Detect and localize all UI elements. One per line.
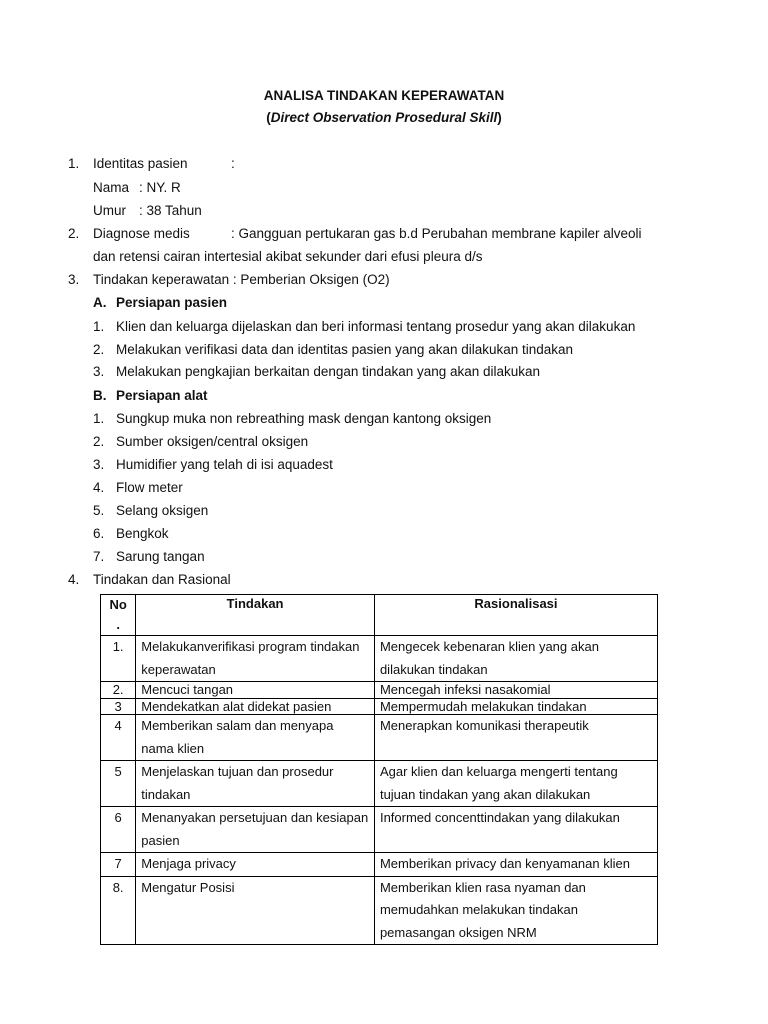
list-number: 3.	[93, 457, 105, 472]
table-header-row	[101, 595, 658, 636]
table-row	[101, 761, 658, 807]
cell-no: 2.	[101, 682, 136, 699]
diagnosis-value-cont: dan retensi cairan intertesial akibat sekunder dari efusi pleura d/s	[93, 249, 483, 264]
item-number: 2.	[68, 226, 80, 241]
list-number: 6.	[93, 526, 105, 541]
cell-tindakan: Memberikan salam dan menyapa nama klien	[136, 715, 375, 761]
list-number: 2.	[93, 342, 105, 357]
list-number: 3.	[93, 364, 105, 379]
list-number: 5.	[93, 503, 105, 518]
cell-rasional: Memberikan klien rasa nyaman dan memudahkan melakukan tindakan pemasangan oksigen NRM	[374, 876, 657, 945]
cell-rasional: Memberikan privacy dan kenyamanan klien	[374, 853, 657, 877]
rational-title: Tindakan dan Rasional	[93, 572, 231, 587]
cell-rasional: Agar klien dan keluarga mengerti tentang tujuan tindakan yang akan dilakukan	[374, 761, 657, 807]
cell-no: 4	[101, 715, 136, 761]
diagnosis-value: : Gangguan pertukaran gas b.d Perubahan membrane kapiler alveoli	[231, 226, 642, 241]
cell-no: 5	[101, 761, 136, 807]
cell-tindakan: Menjelaskan tujuan dan prosedur tindakan	[136, 761, 375, 807]
cell-tindakan: Melakukanverifikasi program tindakan keperawatan	[136, 636, 375, 682]
name-label: Nama	[93, 180, 130, 195]
action-rationale-table	[100, 594, 658, 945]
action-text: Tindakan keperawatan : Pemberian Oksigen (O2)	[93, 272, 390, 287]
list-number: 4.	[93, 480, 105, 495]
identity-colon: :	[231, 156, 235, 171]
list-number: 7.	[93, 549, 105, 564]
item-number: 3.	[68, 272, 80, 287]
list-item: Melakukan verifikasi data dan identitas pasien yang akan dilakukan tindakan	[116, 342, 574, 357]
list-number: 2.	[93, 434, 105, 449]
cell-rasional: Menerapkan komunikasi therapeutik	[374, 715, 657, 761]
cell-no: 6	[101, 807, 136, 853]
list-item: Humidifier yang telah di isi aquadest	[116, 457, 333, 472]
table-row	[101, 715, 658, 761]
table-row	[101, 636, 658, 682]
table-row	[101, 698, 658, 715]
cell-tindakan: Mengatur Posisi	[136, 876, 375, 945]
list-item: Melakukan pengkajian berkaitan dengan tindakan yang akan dilakukan	[116, 364, 541, 379]
table-row	[101, 853, 658, 877]
section-a-title: Persiapan pasien	[116, 295, 228, 310]
cell-no: 1.	[101, 636, 136, 682]
list-item: Sarung tangan	[116, 549, 205, 564]
cell-no: 3	[101, 698, 136, 715]
cell-tindakan: Mencuci tangan	[136, 682, 375, 699]
list-item: Klien dan keluarga dijelaskan dan beri informasi tentang prosedur yang akan dilakukan	[116, 319, 636, 334]
section-a-letter: A.	[93, 295, 107, 310]
section-b-title: Persiapan alat	[116, 388, 208, 403]
item-number: 4.	[68, 572, 80, 587]
header-rasional: Rasionalisasi	[374, 595, 657, 636]
item-number: 1.	[68, 156, 80, 171]
name-value: : NY. R	[139, 180, 181, 195]
list-item: Sungkup muka non rebreathing mask dengan kantong oksigen	[116, 411, 492, 426]
section-b-letter: B.	[93, 388, 107, 403]
age-label: Umur	[93, 203, 126, 218]
age-value: : 38 Tahun	[139, 203, 202, 218]
cell-rasional: Mengecek kebenaran klien yang akan dilakukan tindakan	[374, 636, 657, 682]
list-item: Selang oksigen	[116, 503, 209, 518]
header-tindakan: Tindakan	[136, 595, 375, 636]
list-number: 1.	[93, 411, 105, 426]
cell-rasional: Mempermudah melakukan tindakan	[374, 698, 657, 715]
table-row	[101, 876, 658, 945]
cell-no: 8.	[101, 876, 136, 945]
table-row	[101, 807, 658, 853]
cell-tindakan: Menjaga privacy	[136, 853, 375, 877]
identity-label: Identitas pasien	[93, 156, 188, 171]
diagnosis-label: Diagnose medis	[93, 226, 190, 241]
document-title: ANALISA TINDAKAN KEPERAWATAN	[263, 88, 505, 103]
cell-rasional: Informed concenttindakan yang dilakukan	[374, 807, 657, 853]
cell-tindakan: Menanyakan persetujuan dan kesiapan pasien	[136, 807, 375, 853]
header-no: No .	[101, 595, 136, 636]
table-row	[101, 682, 658, 699]
document-subtitle: (Direct Observation Prosedural Skill)	[266, 110, 502, 125]
cell-rasional: Mencegah infeksi nasakomial	[374, 682, 657, 699]
list-item: Flow meter	[116, 480, 183, 495]
cell-tindakan: Mendekatkan alat didekat pasien	[136, 698, 375, 715]
list-item: Sumber oksigen/central oksigen	[116, 434, 309, 449]
list-number: 1.	[93, 319, 105, 334]
list-item: Bengkok	[116, 526, 169, 541]
cell-no: 7	[101, 853, 136, 877]
